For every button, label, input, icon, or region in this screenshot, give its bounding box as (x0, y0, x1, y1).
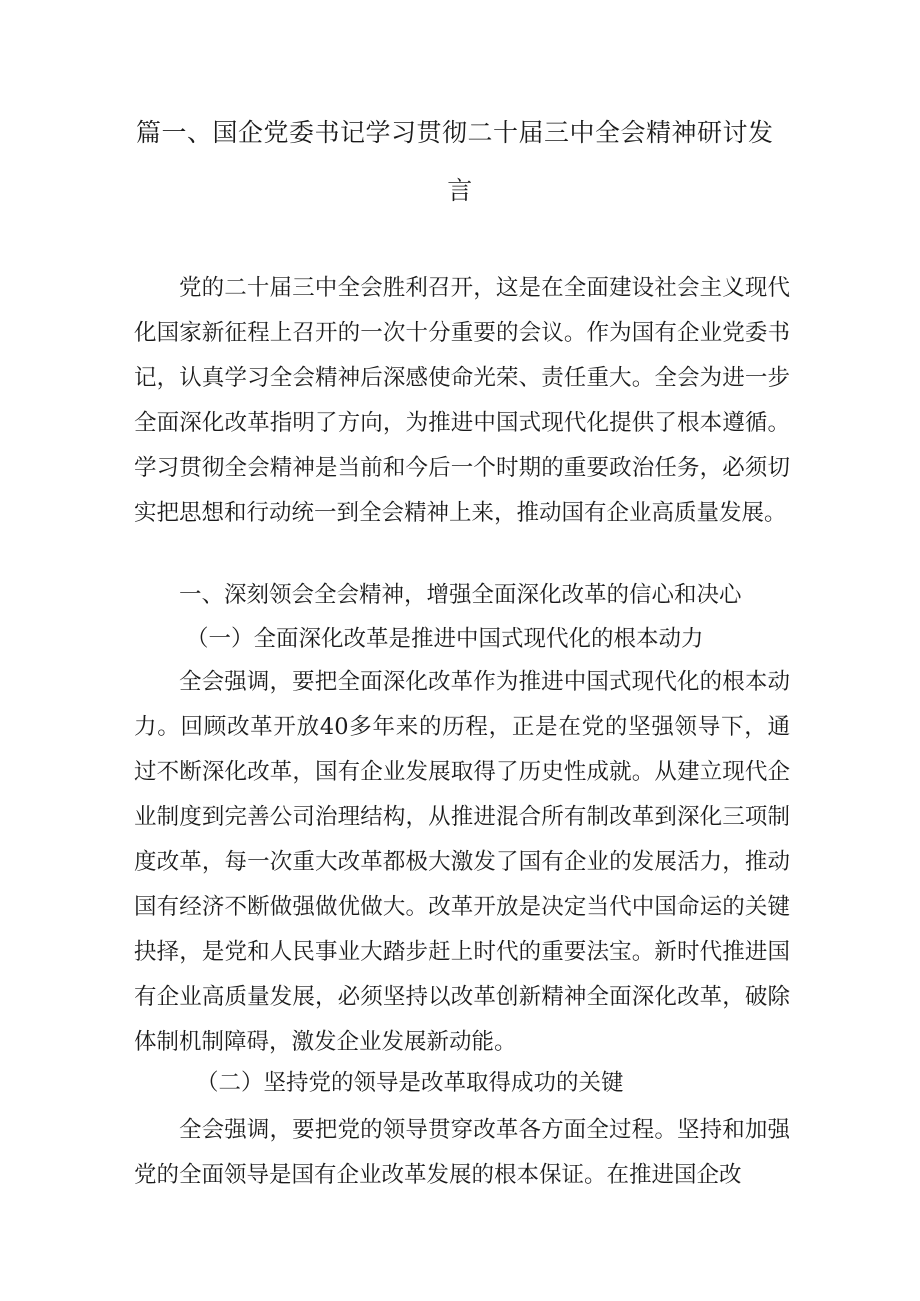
subsection-2-heading: （二）坚持党的领导是改革取得成功的关键 (196, 1070, 624, 1096)
subsection-1-heading: （一）全面深化改革是推进中国式现代化的根本动力 (186, 626, 704, 652)
intro-paragraph: 党的二十届三中全会胜利召开，这是在全面建设社会主义现代化国家新征程上召开的一次十分重要的会议。作为国有企业党委书记，认真学习全会精神后深感使命光荣、责任重大。全会为进一步全面深化改革指明了方向，为推进中国式现代化提供了根本遵循。学习贯彻全会精神是当前和今后一个时期的重要政治任务，必须切实把思想和行动统一到全会精神上来，推动国有企业高质量发展。 (134, 275, 790, 526)
document-title-line-2: 言 (447, 176, 473, 205)
document-title-line-1: 篇一、国企党委书记学习贯彻二十届三中全会精神研讨发 (136, 118, 774, 147)
subsection-1-paragraph: 全会强调，要把全面深化改革作为推进中国式现代化的根本动力。回顾改革开放40多年来的历程，正是在党的坚强领导下，通过不断深化改革，国有企业发展取得了历史性成就。从建立现代企业制度到完善公司治理结构，从推进混合所有制改革到深化三项制度改革，每一次重大改革都极大激发了国有企业的发展活力，推动国有经济不断做强做优做大。改革开放是决定当代中国命运的关键抉择，是党和人民事业大踏步赶上时代的重要法宝。新时代推进国有企业高质量发展，必须坚持以改革创新精神全面深化改革，破除体制机制障碍，激发企业发展新动能。 (134, 669, 790, 1055)
subsection-2-paragraph: 全会强调，要把党的领导贯穿改革各方面全过程。坚持和加强党的全面领导是国有企业改革发展的根本保证。在推进国企改 (134, 1117, 790, 1188)
section-1-heading: 一、深刻领会全会精神，增强全面深化改革的信心和决心 (179, 582, 742, 608)
